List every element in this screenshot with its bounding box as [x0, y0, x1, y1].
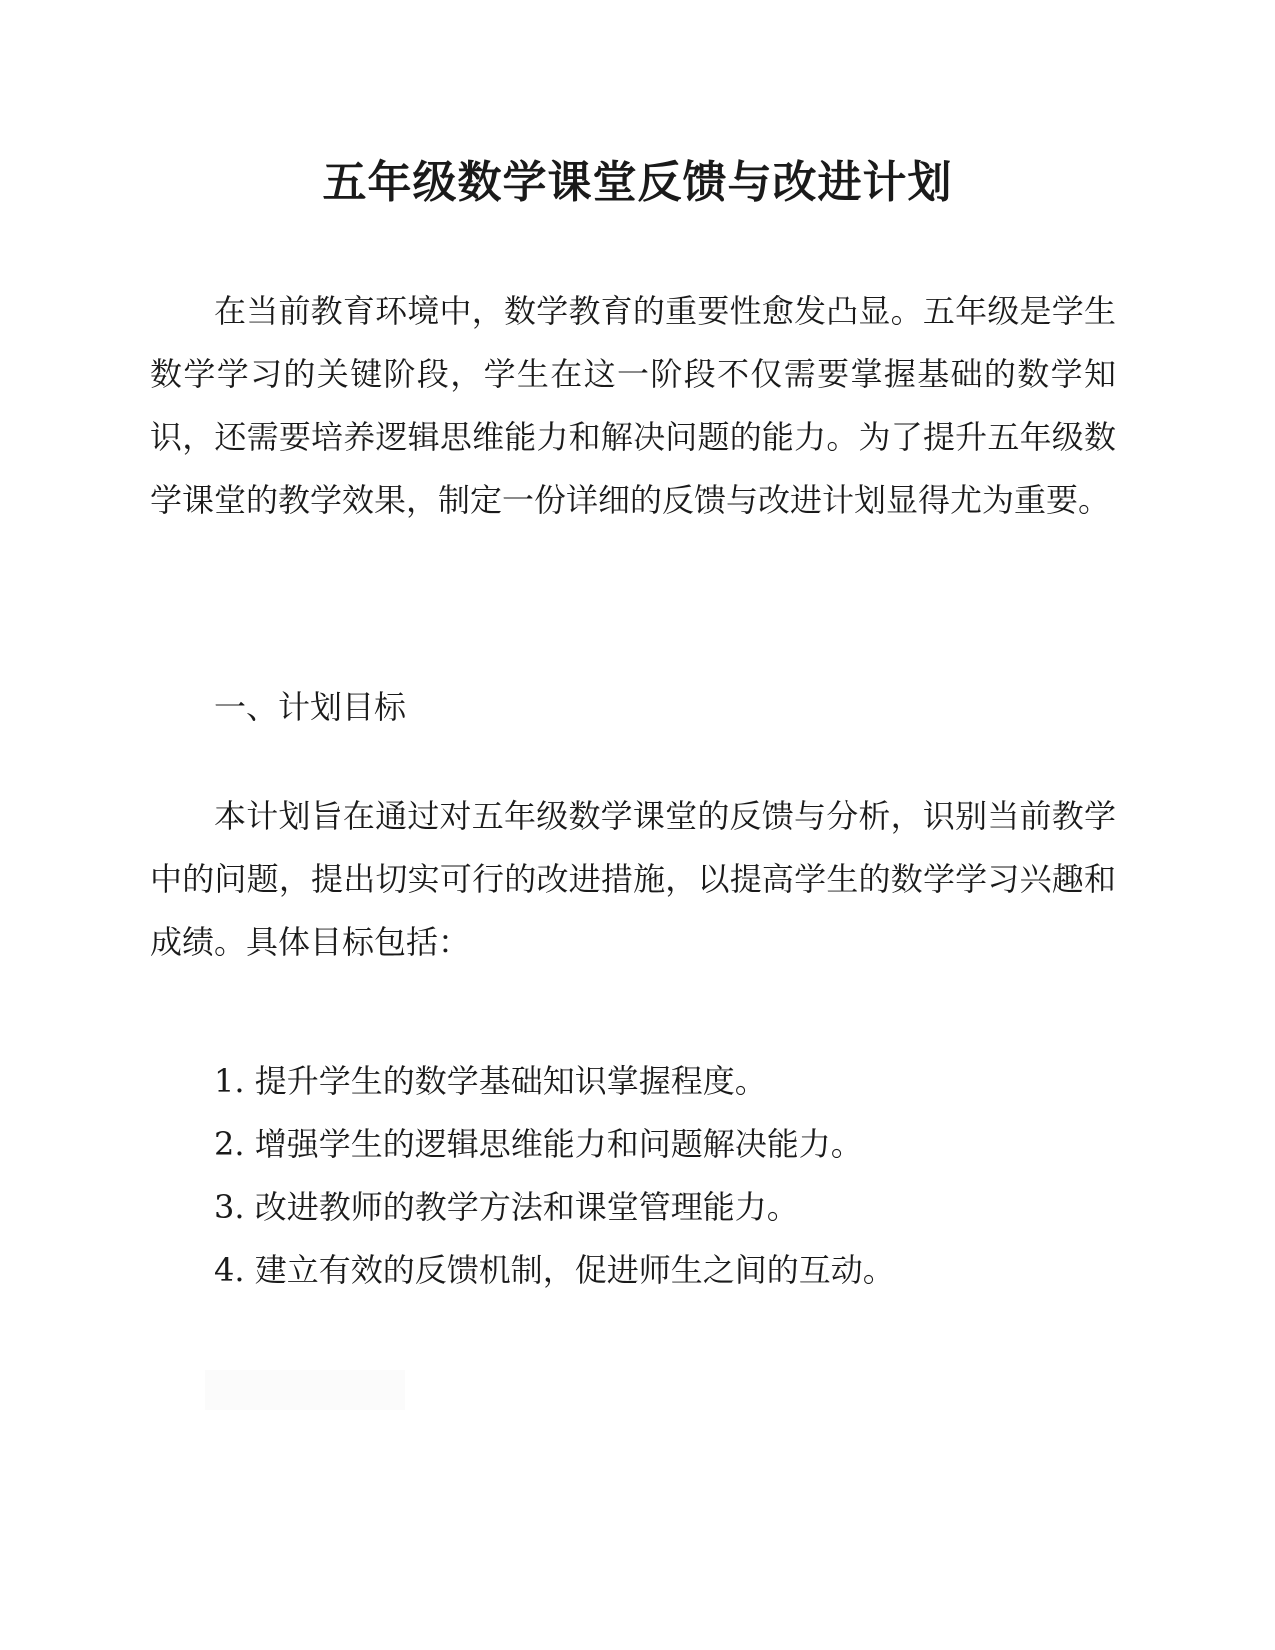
- goal-item: 4. 建立有效的反馈机制，促进师生之间的互动。: [214, 1251, 895, 1289]
- goals-list: [214, 1050, 895, 1302]
- goal-item: 3. 改进教师的教学方法和课堂管理能力。: [214, 1188, 799, 1226]
- goal-item: 1. 提升学生的数学基础知识掌握程度。: [214, 1062, 767, 1100]
- goals-paragraph: 本计划旨在通过对五年级数学课堂的反馈与分析，识别当前教学中的问题，提出切实可行的改进措施，以提高学生的数学学习兴趣和成绩。具体目标包括：: [150, 797, 1116, 961]
- intro-paragraph: 在当前教育环境中，数学教育的重要性愈发凸显。五年级是学生数学学习的关键阶段，学生在这一阶段不仅需要掌握基础的数学知识，还需要培养逻辑思维能力和解决问题的能力。为了提升五年级数学课堂的教学效果，制定一份详细的反馈与改进计划显得尤为重要。: [150, 292, 1116, 519]
- goal-item: 2. 增强学生的逻辑思维能力和问题解决能力。: [214, 1125, 863, 1163]
- document-title: 五年级数学课堂反馈与改进计划: [322, 157, 953, 208]
- faint-watermark: [205, 1370, 405, 1410]
- section-heading-goals: 一、计划目标: [214, 688, 407, 726]
